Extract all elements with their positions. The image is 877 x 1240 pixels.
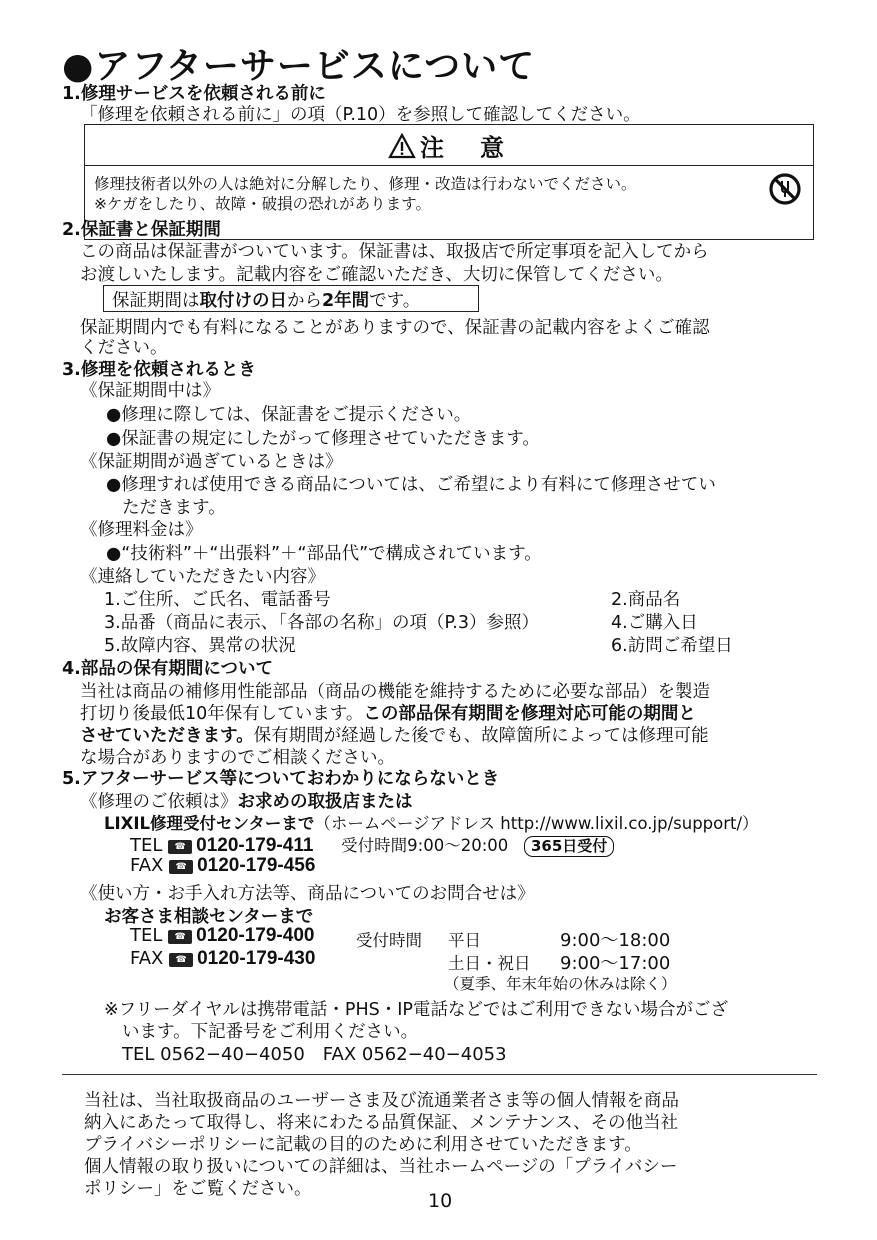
contact-item-5: 5.故障内容、異常の状況 bbox=[104, 636, 296, 656]
privacy-line-2: 納入にあたって取得し、将来にわたる品質保証、メンテナンス、その他当社 bbox=[84, 1113, 679, 1133]
page-title: ●アフターサービスについて bbox=[62, 46, 536, 87]
weekend-label: 土日・祝日 bbox=[448, 954, 531, 973]
section-2-line-2: お渡しいたします。記載内容をご確認いただき、大切に保管してください。 bbox=[80, 265, 673, 285]
section-5-heading: 5.アフターサービス等についておわかりにならないとき bbox=[62, 769, 500, 789]
warranty-period-e: です。 bbox=[369, 291, 421, 311]
weekday-label: 平日 bbox=[448, 931, 481, 950]
section-4-line-3b: 保有期間が経過した後でも、故障箇所によっては修理可能 bbox=[253, 726, 709, 746]
alternate-numbers: TEL 0562−40−4050 FAX 0562−40−4053 bbox=[122, 1044, 507, 1065]
warranty-period-a: 保証期間は bbox=[112, 291, 200, 311]
section-4-line-1: 当社は商品の補修用性能部品（商品の機能を維持するために必要な部品）を製造 bbox=[80, 682, 710, 702]
repair-fax-label: FAX bbox=[130, 855, 164, 876]
caution-line-1: 修理技術者以外の人は絶対に分解したり、修理・改造は行わないでください。 bbox=[94, 175, 637, 193]
consult-fax-number[interactable]: 0120-179-430 bbox=[197, 948, 316, 969]
consult-fax-row bbox=[130, 948, 315, 970]
customer-center: お客さま相談センターまで bbox=[104, 907, 314, 927]
lixil-center bbox=[104, 810, 759, 834]
warranty-period-d: 2年間 bbox=[322, 291, 370, 311]
caution-divider bbox=[84, 165, 814, 166]
contact-item-1: 1.ご住所、ご氏名、電話番号 bbox=[104, 590, 331, 610]
section-3-heading: 3.修理を依頼されるとき bbox=[62, 360, 256, 380]
consult-tel-label: TEL bbox=[130, 925, 163, 946]
section-2-line-4: ください。 bbox=[80, 338, 168, 358]
warranty-period-b: 取付けの日 bbox=[199, 291, 287, 311]
after-warranty-bullet-1-cont: ただきます。 bbox=[122, 498, 226, 518]
section-2-line-1: この商品は保証書がついています。保証書は、取扱店で所定事項を記入してから bbox=[80, 242, 709, 262]
freedial-icon: ☎ bbox=[168, 840, 192, 854]
section-1-heading: 1.修理サービスを依頼される前に bbox=[62, 84, 326, 104]
repair-fax-number[interactable]: 0120-179-456 bbox=[197, 855, 316, 876]
privacy-line-4: 個人情報の取り扱いについての詳細は、当社ホームページの「プライバシー bbox=[84, 1157, 678, 1177]
page-number: 10 bbox=[428, 1190, 453, 1212]
section-4-line-3a: させていただきます。 bbox=[80, 726, 254, 746]
freedial-note-1: ※フリーダイヤルは携帯電話・PHS・IP電話などではご利用できない場合がござ bbox=[104, 1000, 728, 1020]
freedial-icon: ☎ bbox=[168, 930, 192, 944]
caution-heading bbox=[84, 128, 814, 163]
contact-item-4: 4.ご購入日 bbox=[611, 613, 698, 633]
warranty-period bbox=[112, 287, 420, 312]
section-2-line-3: 保証期間内でも有料になることがありますので、保証書の記載内容をよくご確認 bbox=[80, 318, 710, 338]
repair-request-label: 《修理のご依頼は》 bbox=[80, 792, 238, 812]
repair-request-text: お求めの取扱店または bbox=[237, 792, 413, 812]
caution-title: 注 意 bbox=[420, 134, 510, 162]
contact-item-3: 3.品番（商品に表示、「各部の名称」の項（P.3）参照） bbox=[104, 613, 539, 633]
warranty-period-c: から bbox=[287, 291, 322, 311]
freedial-note-2: います。下記番号をご利用ください。 bbox=[122, 1022, 419, 1042]
usage-inquiry-heading: 《使い方・お手入れ方法等、商品についてのお問合せは》 bbox=[80, 884, 535, 904]
in-warranty-bullet-2: ●保証書の規定にしたがって修理させていただきます。 bbox=[106, 429, 540, 449]
consult-tel-number[interactable]: 0120-179-400 bbox=[196, 925, 315, 946]
repair-tel-number[interactable]: 0120-179-411 bbox=[196, 835, 314, 856]
section-4-heading: 4.部品の保有期間について bbox=[62, 659, 273, 679]
everyday-badge: 365日受付 bbox=[524, 836, 614, 857]
contact-item-2: 2.商品名 bbox=[611, 590, 681, 610]
lixil-homepage: （ホームページアドレス http://www.lixil.co.jp/support/） bbox=[314, 814, 759, 833]
weekday-hours: 9:00～18:00 bbox=[560, 930, 671, 951]
consult-hours-label: 受付時間 bbox=[356, 931, 422, 950]
repair-hours: 受付時間9:00～20:00 bbox=[341, 836, 509, 855]
section-4-line-4: な場合がありますのでご相談ください。 bbox=[80, 748, 395, 768]
consult-fax-label: FAX bbox=[130, 948, 164, 969]
section-2-heading: 2.保証書と保証期間 bbox=[62, 220, 221, 240]
contact-item-6: 6.訪問ご希望日 bbox=[611, 636, 733, 656]
section-4-line-2a: 打切り後最低10年保有しています。 bbox=[80, 704, 364, 724]
lixil-center-name: LIXIL修理受付センターまで bbox=[104, 814, 315, 833]
freedial-icon: ☎ bbox=[169, 860, 193, 874]
privacy-line-3: プライバシーポリシーに記載の目的のために利用させていただきます。 bbox=[84, 1135, 642, 1155]
repair-fax-row bbox=[130, 855, 315, 877]
warning-icon bbox=[388, 133, 416, 159]
weekend-hours: 9:00～17:00 bbox=[560, 953, 671, 974]
fee-bullet-1: ●“技術料”＋“出張料”＋“部品代”で構成されています。 bbox=[106, 544, 542, 564]
repair-tel-row bbox=[130, 832, 614, 857]
repair-tel-label: TEL bbox=[130, 835, 163, 856]
caution-line-2: ※ケガをしたり、故障・破損の恐れがあります。 bbox=[94, 195, 431, 213]
section-1-text: 「修理を依頼される前に」の項（P.10）を参照して確認してください。 bbox=[80, 105, 641, 125]
no-disassembly-icon bbox=[768, 172, 802, 206]
freedial-icon: ☎ bbox=[169, 953, 193, 967]
fee-heading: 《修理料金は》 bbox=[80, 520, 203, 540]
contact-heading: 《連絡していただきたい内容》 bbox=[80, 567, 325, 587]
privacy-line-1: 当社は、当社取扱商品のユーザーさま及び流通業者さま等の個人情報を商品 bbox=[84, 1091, 679, 1111]
after-warranty-heading: 《保証期間が過ぎているときは》 bbox=[80, 452, 343, 472]
in-warranty-bullet-1: ●修理に際しては、保証書をご提示ください。 bbox=[106, 405, 472, 425]
in-warranty-heading: 《保証期間中は》 bbox=[80, 381, 220, 401]
holiday-note: （夏季、年末年始の休みは除く） bbox=[444, 975, 677, 993]
after-warranty-bullet-1: ●修理すれば使用できる商品については、ご希望により有料にて修理させてい bbox=[106, 475, 716, 495]
footer-divider bbox=[62, 1074, 817, 1075]
section-4-line-2b: この部品保有期間を修理対応可能の期間と bbox=[363, 704, 696, 724]
privacy-line-5: ポリシー」をご覧ください。 bbox=[84, 1179, 312, 1199]
consult-tel-row bbox=[130, 925, 314, 947]
